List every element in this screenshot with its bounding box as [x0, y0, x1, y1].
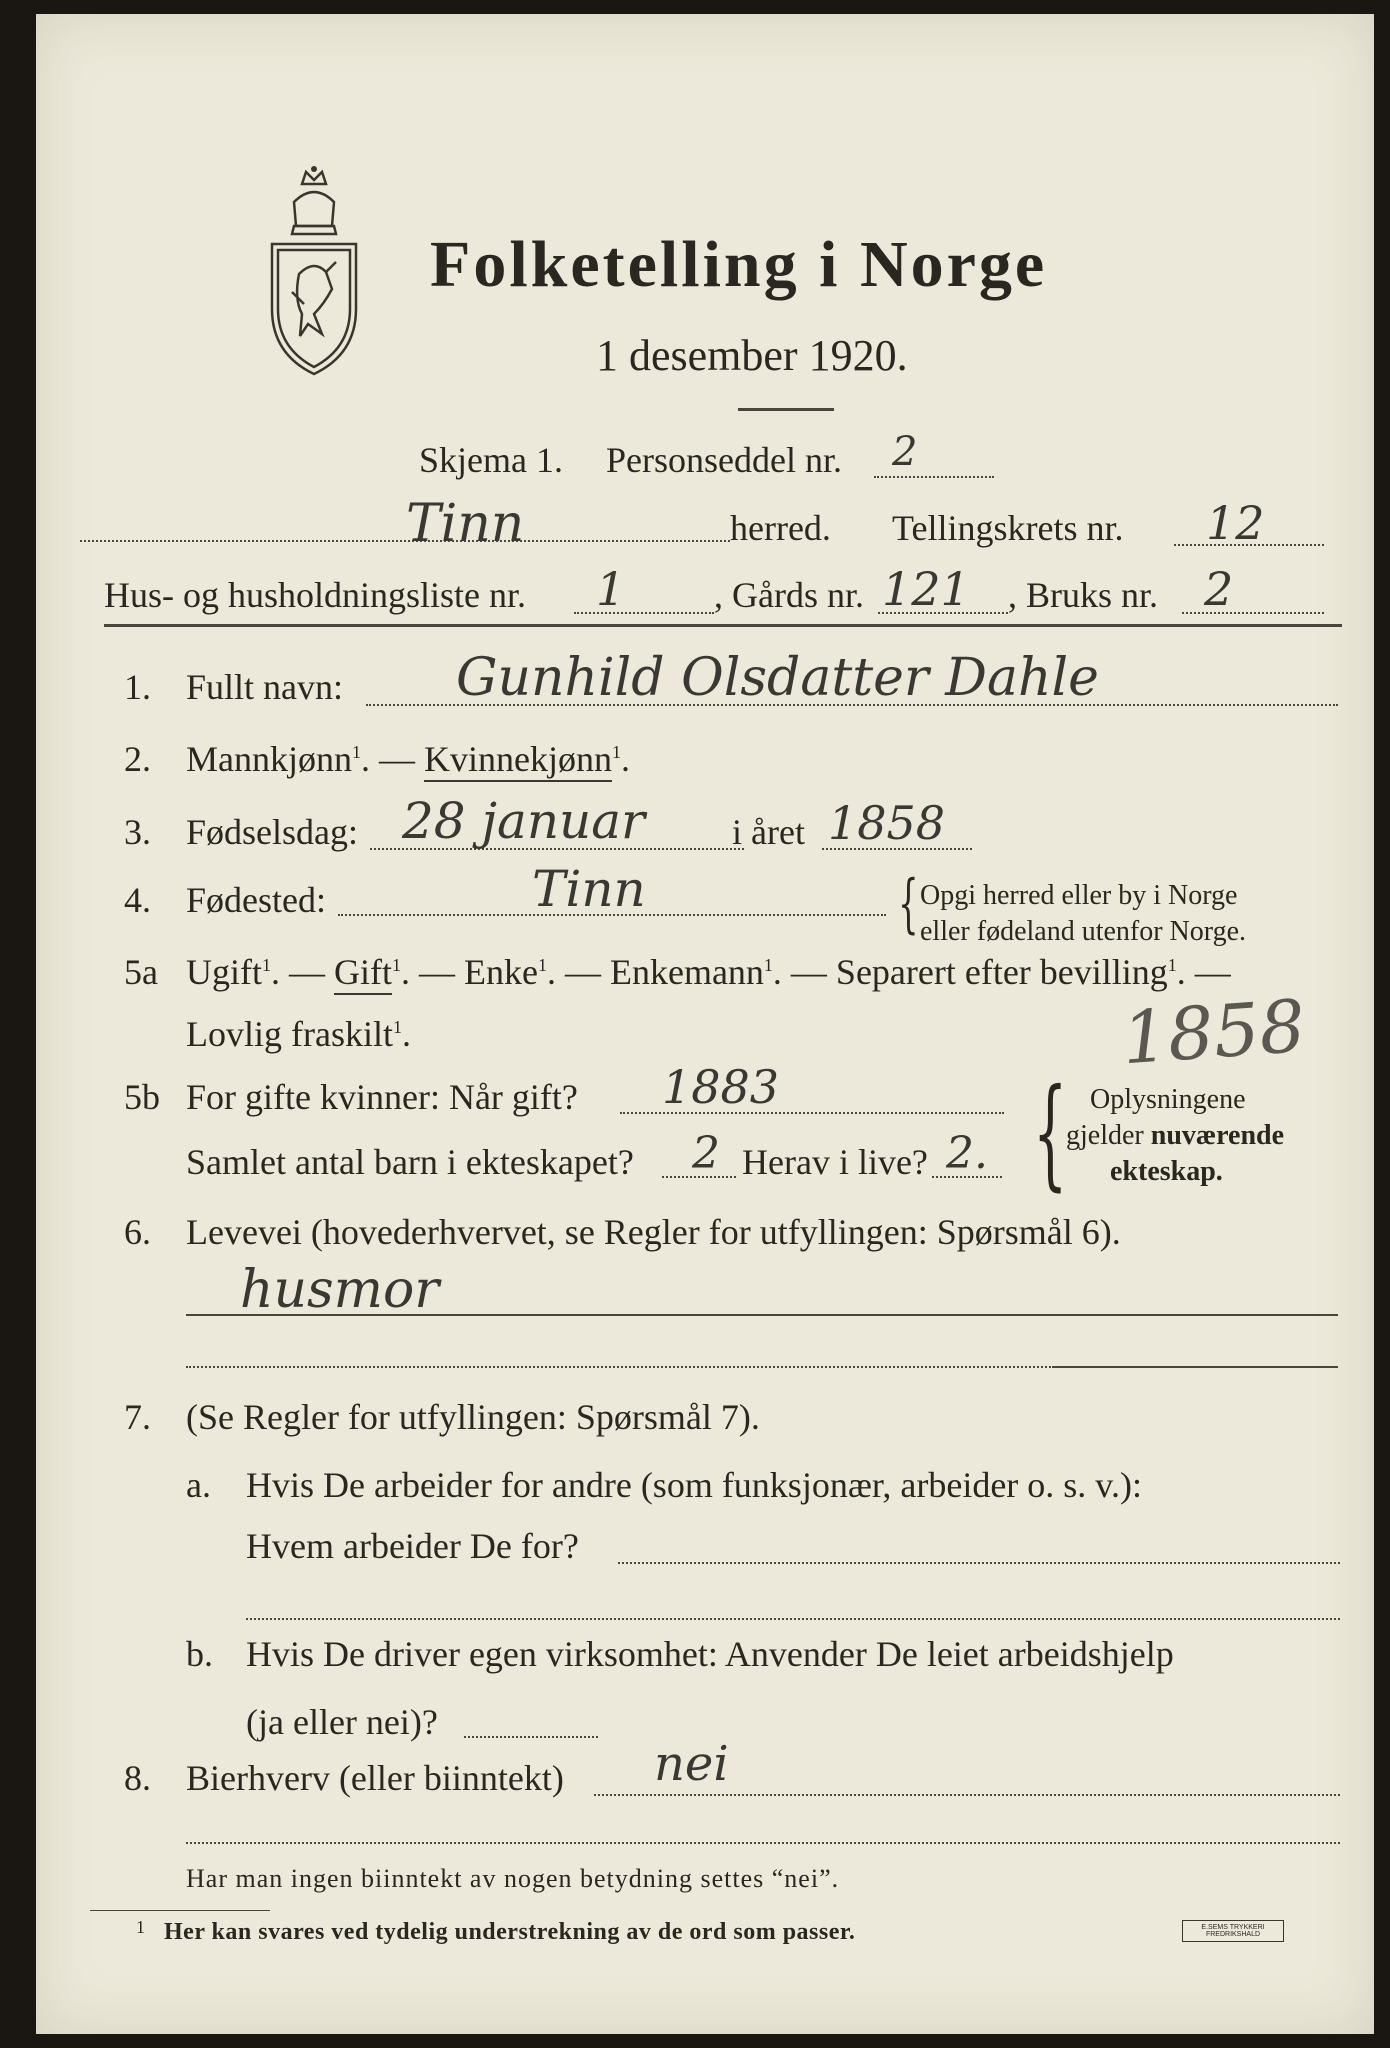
personseddel-value: 2	[892, 429, 918, 475]
page-title: Folketelling i Norge	[430, 228, 1048, 301]
q5a-ugift: Ugift	[186, 952, 262, 992]
q4-value: Tinn	[532, 860, 646, 918]
q6-value: husmor	[240, 1260, 440, 1320]
q4-label: Fødested:	[186, 880, 326, 920]
q5b-note-line2	[1066, 1122, 1284, 1150]
q5a-fraskilt-mark: 1	[392, 1017, 402, 1037]
q7a-number: a.	[186, 1465, 211, 1505]
q5b-note-line3: ekteskap.	[1110, 1156, 1223, 1187]
q7b-question: (ja eller nei)?	[246, 1702, 438, 1742]
q7-label: (Se Regler for utfyllingen: Spørsmål 7).	[186, 1397, 760, 1437]
coat-of-arms-icon	[264, 164, 364, 379]
q3-year-value: 1858	[828, 796, 946, 850]
tellingskrets-label: Tellingskrets nr.	[892, 508, 1124, 548]
hus-field	[574, 612, 714, 614]
q6-number: 6.	[124, 1212, 151, 1252]
q7a-field2	[246, 1618, 1340, 1620]
q2-dash: . —	[361, 739, 424, 779]
q5a-separert-mark: 1	[1167, 955, 1177, 975]
header-divider	[104, 624, 1342, 627]
footnote-mark: 1	[136, 1917, 145, 1937]
q5b-note-line1: Oplysningene	[1090, 1084, 1246, 1115]
bruks-label: , Bruks nr.	[1008, 575, 1159, 615]
page-subtitle: 1 desember 1920.	[596, 331, 908, 380]
q5a-separert: Separert efter bevilling	[835, 952, 1168, 992]
herred-label: herred.	[730, 508, 831, 548]
q5a-enke-mark: 1	[537, 955, 547, 975]
q6-line2-end	[1052, 1366, 1338, 1368]
q7b-text: Hvis De driver egen virksomhet: Anvender De leiet arbeidshjelp	[246, 1634, 1174, 1674]
q2-male-footnote-mark: 1	[352, 742, 361, 762]
bruks-value: 2	[1204, 562, 1234, 616]
q4-note-line2: eller fødeland utenfor Norge.	[920, 916, 1247, 947]
printer-stamp: E.SEMS TRYKKERI FREDRIKSHALD	[1182, 1920, 1284, 1942]
q1-label: Fullt navn:	[186, 667, 344, 707]
q7a-question: Hvem arbeider De for?	[246, 1526, 579, 1566]
q5a-fraskilt: Lovlig fraskilt$^1$.	[186, 1014, 411, 1054]
personseddel-label: Personseddel nr.	[606, 440, 842, 480]
herred-field	[80, 540, 730, 542]
q3-year-label: i året	[732, 812, 805, 852]
gards-label: , Gårds nr.	[714, 575, 864, 615]
q8-field	[594, 1794, 1340, 1796]
q5b-brace: {	[1032, 1064, 1068, 1203]
personseddel-field	[874, 476, 994, 478]
census-form	[36, 14, 1374, 2034]
q5b-label: For gifte kvinner: Når gift?	[186, 1077, 578, 1117]
q1-value: Gunhild Olsdatter Dahle	[456, 648, 1099, 708]
q6-label: Levevei (hovederhvervet, se Regler for utfyllingen: Spørsmål 6).	[186, 1212, 1121, 1252]
q5b-barn-value: 2	[692, 1128, 720, 1179]
q2-end: .	[620, 739, 630, 779]
q5a-options: Ugift$^1$. — Gift$^1$. — Enke$^1$. — Enkemann$^1$. — Separert efter bevilling$^1$. —	[186, 954, 1231, 990]
skjema-label: Skjema 1.	[419, 440, 563, 480]
q5b-gift-value: 1883	[662, 1060, 780, 1114]
q5b-note-line2a: gjelder	[1066, 1120, 1151, 1151]
q8-field2	[186, 1842, 1340, 1844]
hus-value: 1	[596, 562, 626, 616]
q7a-field	[618, 1562, 1340, 1564]
title-divider	[738, 408, 834, 411]
q5a-gift: Gift	[334, 952, 392, 995]
q3-number: 3.	[124, 812, 151, 852]
q2-female-footnote-mark: 1	[611, 742, 621, 762]
q8-number: 8.	[124, 1758, 151, 1798]
gards-value: 121	[882, 562, 970, 616]
q5b-note-line2b: nuværende	[1150, 1120, 1285, 1151]
q3-value: 28 januar	[402, 792, 645, 850]
q8-value: nei	[654, 1736, 729, 1792]
footnote: Her kan svares ved tydelig understrekning av de ord som passer.	[164, 1919, 856, 1945]
nei-note: Har man ingen biinntekt av nogen betydning settes “nei”.	[186, 1864, 840, 1893]
q3-label: Fødselsdag:	[186, 812, 359, 852]
q4-brace: {	[898, 867, 919, 941]
q2-male: Mannkjønn	[186, 739, 352, 779]
q5a-margin-note: 1858	[1119, 983, 1308, 1081]
q4-note-line1: Opgi herred eller by i Norge	[920, 880, 1238, 911]
q6-line2	[186, 1366, 1086, 1368]
q2-female: Kvinnekjønn	[424, 739, 612, 782]
hus-label: Hus- og husholdningsliste nr.	[104, 575, 527, 615]
q8-label: Bierhverv (eller biinntekt)	[186, 1758, 564, 1798]
q5b-live-value: 2.	[946, 1128, 988, 1179]
q5a-number: 5a	[124, 952, 158, 992]
q5b-number: 5b	[124, 1077, 160, 1117]
q5a-ugift-mark: 1	[262, 955, 271, 975]
q7a-text: Hvis De arbeider for andre (som funksjonær, arbeider o. s. v.):	[246, 1465, 1142, 1505]
herred-value: Tinn	[406, 494, 525, 554]
q7b-number: b.	[186, 1634, 213, 1674]
q1-number: 1.	[124, 667, 151, 707]
q5b-barn-label: Samlet antal barn i ekteskapet?	[186, 1142, 634, 1182]
q2-options	[186, 741, 630, 777]
q5a-gift-mark: 1	[392, 955, 401, 975]
q4-number: 4.	[124, 880, 151, 920]
q7b-field	[464, 1736, 598, 1738]
q2-number: 2.	[124, 739, 151, 779]
q5b-live-label: Herav i live?	[742, 1142, 928, 1182]
tellingskrets-value: 12	[1206, 496, 1265, 550]
footnote-divider	[90, 1910, 270, 1911]
q5a-enkemann-mark: 1	[763, 955, 773, 975]
q5a-enkemann: Enkemann	[609, 952, 764, 992]
q5a-fraskilt-label: Lovlig fraskilt	[186, 1014, 393, 1054]
q6-line1	[186, 1314, 1338, 1316]
q5a-enke: Enke	[464, 952, 538, 992]
q7-number: 7.	[124, 1397, 151, 1437]
